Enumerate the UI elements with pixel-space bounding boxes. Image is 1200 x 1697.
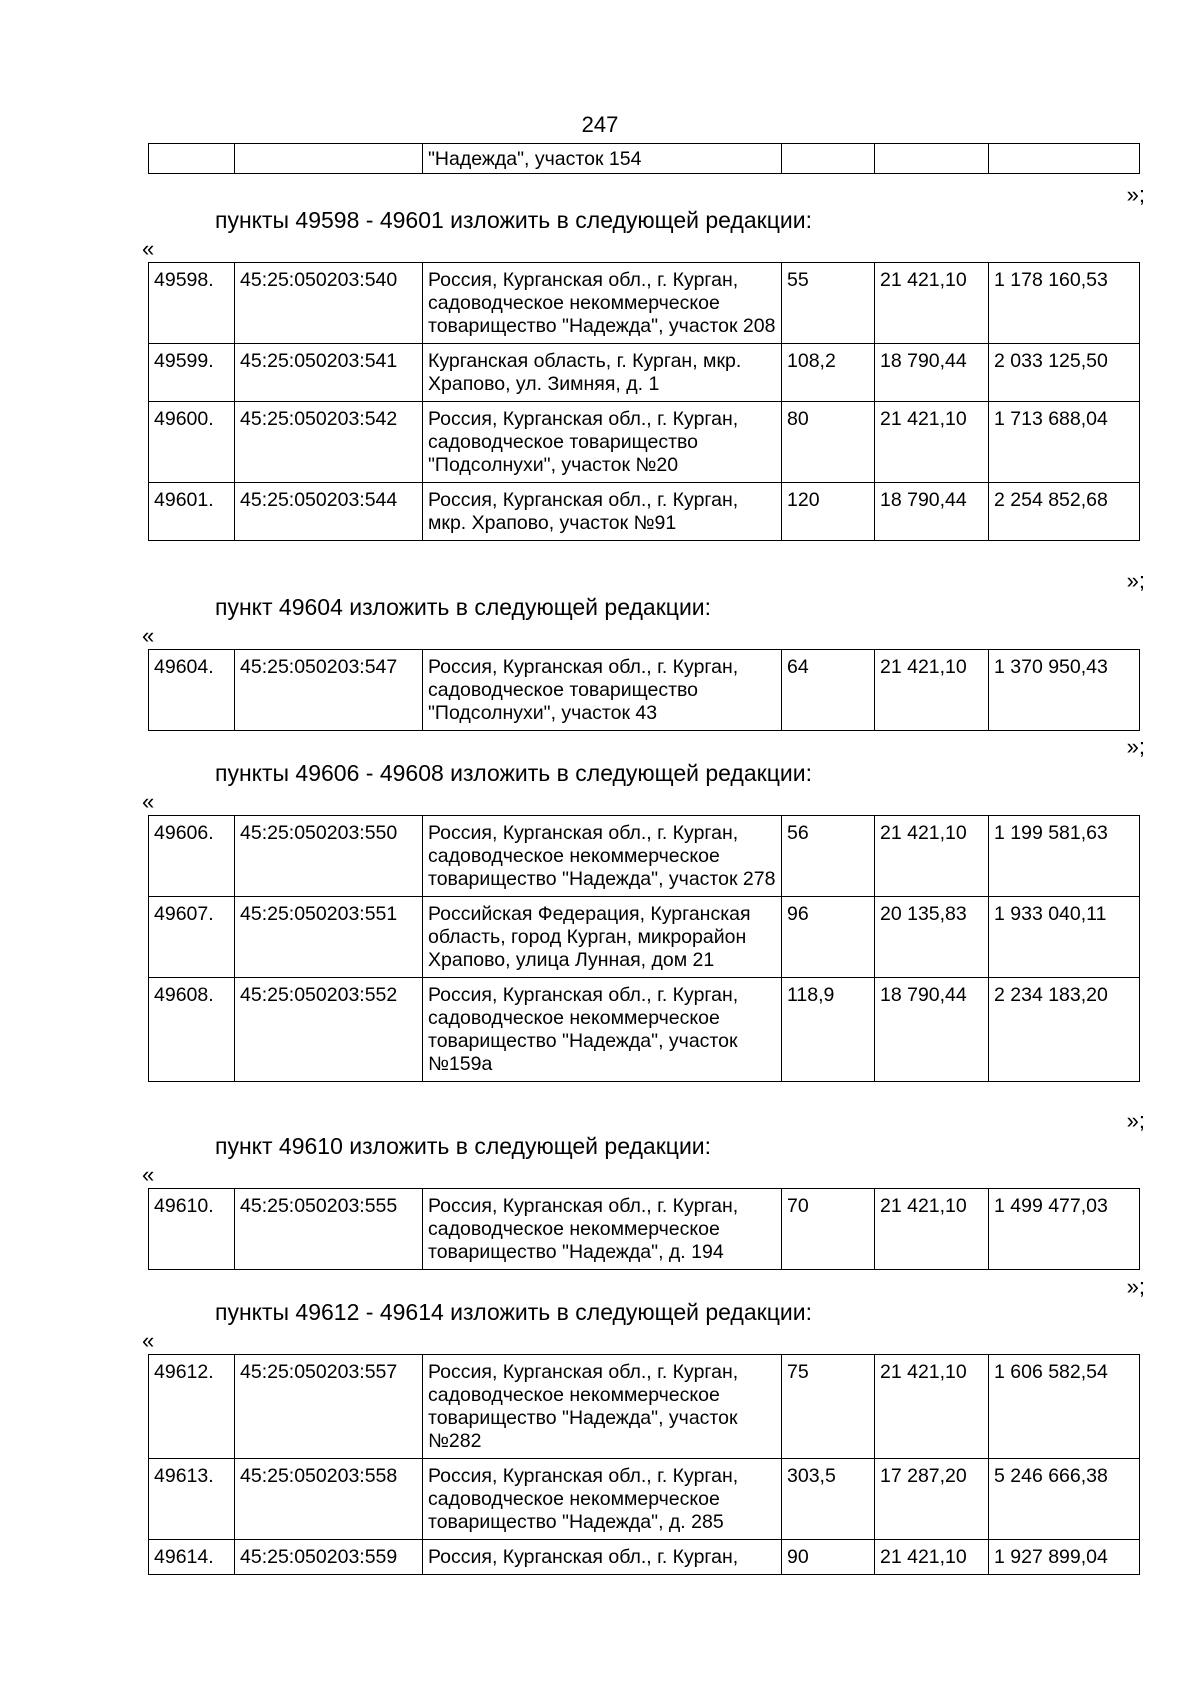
- cell: [989, 144, 1140, 174]
- cadastral-number: 45:25:050203:540: [235, 263, 423, 344]
- amendment-table: [148, 815, 1139, 1082]
- cadastral-value: 1 933 040,11: [989, 897, 1140, 978]
- row-number: 49607.: [149, 897, 235, 978]
- area: 108,2: [782, 344, 875, 402]
- address: Россия, Курганская обл., г. Курган, садоводческое некоммерческое товарищество "Надежда", участок 278: [423, 816, 782, 897]
- area: 70: [782, 1189, 875, 1270]
- closing-quote: »;: [1126, 1274, 1145, 1299]
- unit-value: 18 790,44: [875, 978, 989, 1082]
- area: 118,9: [782, 978, 875, 1082]
- row-number: 49614.: [149, 1540, 235, 1575]
- amendment-table: [148, 1188, 1139, 1270]
- area: 90: [782, 1540, 875, 1575]
- row-number: 49606.: [149, 816, 235, 897]
- address: Россия, Курганская обл., г. Курган, садоводческое некоммерческое товарищество "Надежда", участок 208: [423, 263, 782, 344]
- table-row: [149, 978, 1140, 1082]
- opening-quote: «: [142, 623, 155, 648]
- area: 55: [782, 263, 875, 344]
- cadastral-value: 5 246 666,38: [989, 1459, 1140, 1540]
- row-number: 49598.: [149, 263, 235, 344]
- unit-value: 21 421,10: [875, 402, 989, 483]
- table-row: [149, 1189, 1140, 1270]
- table-fragment: [148, 143, 1139, 174]
- cadastral-number: 45:25:050203:541: [235, 344, 423, 402]
- unit-value: 20 135,83: [875, 897, 989, 978]
- unit-value: 21 421,10: [875, 1540, 989, 1575]
- area: 75: [782, 1355, 875, 1459]
- cadastral-number: 45:25:050203:552: [235, 978, 423, 1082]
- cell: [235, 144, 423, 174]
- unit-value: 21 421,10: [875, 1355, 989, 1459]
- amendment-heading: пункты 49606 - 49608 изложить в следующей редакции:: [215, 760, 812, 786]
- area: 64: [782, 650, 875, 731]
- cadastral-value: 1 713 688,04: [989, 402, 1140, 483]
- cadastral-value: 2 234 183,20: [989, 978, 1140, 1082]
- address: Россия, Курганская обл., г. Курган,: [423, 1540, 782, 1575]
- address: Россия, Курганская обл., г. Курган, садоводческое некоммерческое товарищество "Надежда", участок №159а: [423, 978, 782, 1082]
- closing-quote: »;: [1126, 1108, 1145, 1133]
- cadastral-value: 2 033 125,50: [989, 344, 1140, 402]
- unit-value: 21 421,10: [875, 816, 989, 897]
- opening-quote: «: [142, 236, 155, 261]
- cadastral-value: 1 927 899,04: [989, 1540, 1140, 1575]
- row-number: 49608.: [149, 978, 235, 1082]
- address: Российская Федерация, Курганская область, город Курган, микрорайон Храпово, улица Лунная, дом 21: [423, 897, 782, 978]
- cadastral-number: 45:25:050203:542: [235, 402, 423, 483]
- cadastral-value: 1 606 582,54: [989, 1355, 1140, 1459]
- cadastral-number: 45:25:050203:559: [235, 1540, 423, 1575]
- address: Россия, Курганская обл., г. Курган, садоводческое товарищество "Подсолнухи", участок №20: [423, 402, 782, 483]
- unit-value: 21 421,10: [875, 650, 989, 731]
- address: Россия, Курганская обл., г. Курган, садоводческое некоммерческое товарищество "Надежда", д. 194: [423, 1189, 782, 1270]
- page-number: 247: [581, 112, 619, 137]
- cell: [782, 144, 875, 174]
- cadastral-number: 45:25:050203:551: [235, 897, 423, 978]
- area: 56: [782, 816, 875, 897]
- table-row: [149, 483, 1140, 541]
- opening-quote: «: [142, 1162, 155, 1187]
- cadastral-value: 1 199 581,63: [989, 816, 1140, 897]
- amendment-table: [148, 1354, 1139, 1575]
- area: 96: [782, 897, 875, 978]
- row-number: 49601.: [149, 483, 235, 541]
- amendment-table: [148, 649, 1139, 731]
- unit-value: 21 421,10: [875, 1189, 989, 1270]
- address: Россия, Курганская обл., г. Курган, садоводческое некоммерческое товарищество "Надежда", д. 285: [423, 1459, 782, 1540]
- table-row: [149, 263, 1140, 344]
- address: Курганская область, г. Курган, мкр. Храпово, ул. Зимняя, д. 1: [423, 344, 782, 402]
- table-row: [149, 344, 1140, 402]
- address: Россия, Курганская обл., г. Курган, садоводческое некоммерческое товарищество "Надежда", участок №282: [423, 1355, 782, 1459]
- table-row: [149, 1355, 1140, 1459]
- table-row: [149, 650, 1140, 731]
- cell: [875, 144, 989, 174]
- cadastral-number: 45:25:050203:557: [235, 1355, 423, 1459]
- row-number: 49600.: [149, 402, 235, 483]
- cadastral-value: 1 178 160,53: [989, 263, 1140, 344]
- table-row: [149, 1540, 1140, 1575]
- table-row: [149, 144, 1140, 174]
- cell: "Надежда", участок 154: [423, 144, 782, 174]
- cadastral-number: 45:25:050203:550: [235, 816, 423, 897]
- area: 120: [782, 483, 875, 541]
- cadastral-number: 45:25:050203:544: [235, 483, 423, 541]
- table-row: [149, 897, 1140, 978]
- row-number: 49599.: [149, 344, 235, 402]
- table-row: [149, 816, 1140, 897]
- opening-quote: «: [142, 1328, 155, 1353]
- amendment-heading: пункты 49598 - 49601 изложить в следующей редакции:: [215, 207, 812, 233]
- cadastral-value: 2 254 852,68: [989, 483, 1140, 541]
- closing-quote: »;: [1126, 734, 1145, 759]
- amendment-table: [148, 262, 1139, 541]
- table-row: [149, 402, 1140, 483]
- area: 303,5: [782, 1459, 875, 1540]
- unit-value: 18 790,44: [875, 344, 989, 402]
- row-number: 49612.: [149, 1355, 235, 1459]
- unit-value: 17 287,20: [875, 1459, 989, 1540]
- table-row: [149, 1459, 1140, 1540]
- row-number: 49604.: [149, 650, 235, 731]
- row-number: 49610.: [149, 1189, 235, 1270]
- cadastral-value: 1 370 950,43: [989, 650, 1140, 731]
- cell: [149, 144, 235, 174]
- amendment-heading: пункт 49610 изложить в следующей редакции:: [215, 1133, 712, 1159]
- unit-value: 21 421,10: [875, 263, 989, 344]
- cadastral-number: 45:25:050203:558: [235, 1459, 423, 1540]
- amendment-heading: пункты 49612 - 49614 изложить в следующей редакции:: [215, 1299, 812, 1325]
- opening-quote: «: [142, 789, 155, 814]
- unit-value: 18 790,44: [875, 483, 989, 541]
- area: 80: [782, 402, 875, 483]
- cadastral-value: 1 499 477,03: [989, 1189, 1140, 1270]
- row-number: 49613.: [149, 1459, 235, 1540]
- amendment-heading: пункт 49604 изложить в следующей редакции:: [215, 594, 712, 620]
- address: Россия, Курганская обл., г. Курган, мкр. Храпово, участок №91: [423, 483, 782, 541]
- cadastral-number: 45:25:050203:555: [235, 1189, 423, 1270]
- address: Россия, Курганская обл., г. Курган, садоводческое товарищество "Подсолнухи", участок 43: [423, 650, 782, 731]
- cadastral-number: 45:25:050203:547: [235, 650, 423, 731]
- closing-quote: »;: [1126, 182, 1145, 207]
- closing-quote: »;: [1126, 568, 1145, 593]
